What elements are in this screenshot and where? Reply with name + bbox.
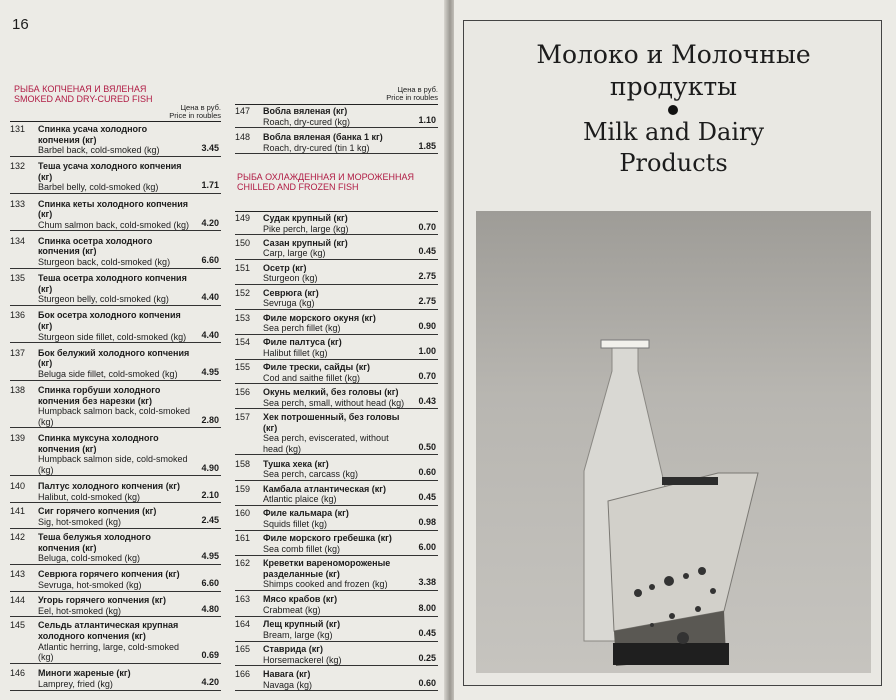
entry-text bbox=[263, 313, 438, 334]
entry-name-en: Sea comb fillet (kg) bbox=[263, 543, 341, 554]
entry-price: 4.90 bbox=[201, 462, 219, 473]
entry-name-ru: Мясо крабов (кг) bbox=[263, 594, 338, 605]
chapter-title-ru bbox=[464, 39, 882, 103]
entry-name-ru: Вобла вяленая (банка 1 кг) bbox=[263, 132, 383, 142]
entry-name-ru: Палтус холодного копчения (кг) bbox=[38, 480, 180, 491]
entry-number: 152 bbox=[235, 287, 251, 298]
table-rule bbox=[10, 121, 221, 122]
price-entry bbox=[235, 313, 438, 335]
page-number: 16 bbox=[12, 16, 29, 33]
entry-price: 4.95 bbox=[201, 551, 219, 562]
price-entry bbox=[235, 558, 438, 591]
price-entry bbox=[235, 263, 438, 285]
entry-price: 6.00 bbox=[418, 541, 436, 552]
entry-number: 162 bbox=[235, 558, 251, 569]
chapter-title-ru-line1: Молоко и Молочные bbox=[536, 40, 811, 69]
price-header bbox=[169, 104, 221, 120]
entry-text bbox=[263, 263, 438, 284]
entry-name-ru: Хек потрошенный, без головы (кг) bbox=[263, 412, 400, 433]
entry-text bbox=[38, 161, 221, 193]
price-entry bbox=[10, 385, 221, 428]
entry-number: 137 bbox=[10, 347, 26, 358]
entry-number: 131 bbox=[10, 124, 26, 134]
entry-name-ru: Севрюга (кг) bbox=[263, 287, 319, 298]
entry-number: 133 bbox=[10, 198, 26, 209]
entry-number: 149 bbox=[235, 213, 251, 223]
entry-price: 4.20 bbox=[201, 217, 219, 228]
entry-name-en: Humpback salmon side, cold-smoked (kg) bbox=[38, 454, 188, 475]
entry-name-ru: Сельдь атлантическая крупная холодного копчения (кг) bbox=[38, 620, 179, 642]
chapter-title-en bbox=[464, 117, 882, 179]
price-entry bbox=[10, 620, 221, 663]
entry-name-ru: Тушка хека (кг) bbox=[263, 458, 329, 469]
price-entry bbox=[10, 532, 221, 565]
price-entry bbox=[235, 288, 438, 310]
entry-name-ru: Навага (кг) bbox=[263, 669, 311, 680]
entry-price: 0.70 bbox=[418, 370, 436, 381]
entry-name-en: Eel, hot-smoked (kg) bbox=[38, 605, 122, 616]
section-title-ru: РЫБА КОПЧЕНАЯ И ВЯЛЕНАЯ bbox=[14, 84, 147, 94]
entry-text bbox=[38, 124, 221, 156]
entry-number: 142 bbox=[10, 532, 26, 543]
entry-name-en: Halibut, cold-smoked (kg) bbox=[38, 491, 141, 502]
entry-price: 0.50 bbox=[418, 441, 436, 452]
entry-name-ru: Филе палтуса (кг) bbox=[263, 337, 342, 348]
entry-price: 0.60 bbox=[418, 677, 436, 688]
entry-number: 141 bbox=[10, 506, 26, 517]
entry-price: 2.45 bbox=[201, 515, 219, 526]
price-entry bbox=[235, 213, 438, 235]
entry-name-ru: Теша усача холодного копчения (кг) bbox=[38, 161, 182, 182]
entry-name-en: Carp, large (kg) bbox=[263, 248, 326, 259]
entry-price: 4.20 bbox=[201, 677, 219, 688]
price-header-ru: Цена в руб. bbox=[397, 85, 438, 94]
entry-text bbox=[263, 459, 438, 480]
entry-name-en: Roach, dry-cured (tin 1 kg) bbox=[263, 142, 370, 153]
entry-number: 136 bbox=[10, 310, 26, 321]
entry-text bbox=[38, 595, 221, 616]
entry-name-en: Atlantic herring, large, cold-smoked (kg) bbox=[38, 641, 180, 663]
chapter-title-ru-line2: продукты bbox=[609, 72, 738, 101]
entry-name-en: Barbel back, cold-smoked (kg) bbox=[38, 145, 160, 156]
entry-name-ru: Филе морского гребешка (кг) bbox=[263, 533, 392, 544]
entry-price: 0.43 bbox=[418, 395, 436, 406]
entry-price: 0.45 bbox=[418, 492, 436, 503]
entry-price: 1.71 bbox=[201, 180, 219, 191]
entry-price: 2.10 bbox=[201, 489, 219, 500]
entry-name-ru: Спинка муксуна холодного копчения (кг) bbox=[38, 432, 159, 454]
entry-name-en: Roach, dry-cured (kg) bbox=[263, 116, 351, 127]
entry-name-en: Sea perch, small, without head (kg) bbox=[263, 397, 405, 408]
price-entry bbox=[10, 668, 221, 690]
price-entry bbox=[10, 310, 221, 343]
chapter-plate bbox=[463, 20, 882, 686]
entry-number: 135 bbox=[10, 273, 26, 284]
dairy-photo bbox=[476, 211, 871, 673]
entry-name-en: Crabmeat (kg) bbox=[263, 605, 321, 616]
entry-text bbox=[38, 236, 221, 268]
entry-text bbox=[38, 668, 221, 689]
entry-text bbox=[38, 532, 221, 564]
entry-text bbox=[263, 619, 438, 640]
entry-price: 0.98 bbox=[418, 517, 436, 528]
entry-name-ru: Вобла вяленая (кг) bbox=[263, 106, 348, 116]
price-entry bbox=[235, 459, 438, 481]
entry-price: 4.95 bbox=[201, 366, 219, 377]
entry-number: 139 bbox=[10, 432, 26, 443]
entry-name-ru: Филе морского окуня (кг) bbox=[263, 312, 376, 323]
entry-name-en: Halibut fillet (kg) bbox=[263, 347, 328, 358]
entry-price: 0.60 bbox=[418, 467, 436, 478]
entry-name-ru: Ставрида (кг) bbox=[263, 644, 323, 655]
price-entry bbox=[235, 412, 438, 455]
entry-name-ru: Бок белужий холодного копчения (кг) bbox=[38, 347, 190, 369]
price-entry bbox=[235, 484, 438, 506]
entry-number: 140 bbox=[10, 480, 26, 491]
price-header-en: Price in roubles bbox=[386, 93, 438, 102]
price-entry bbox=[235, 508, 438, 530]
entry-name-ru: Филе кальмара (кг) bbox=[263, 508, 349, 519]
entry-name-ru: Окунь мелкий, без головы (кг) bbox=[263, 387, 399, 398]
price-header-ru: Цена в руб. bbox=[180, 103, 221, 112]
entry-name-en: Sevruga (kg) bbox=[263, 298, 315, 309]
entry-name-ru: Спинка горбуши холодного копчения без нарезки (кг) bbox=[38, 385, 161, 406]
price-entry bbox=[235, 594, 438, 616]
entry-text bbox=[263, 132, 438, 153]
entry-name-en: Bream, large (kg) bbox=[263, 629, 333, 640]
entry-price: 0.70 bbox=[418, 221, 436, 232]
entry-price: 1.85 bbox=[418, 140, 436, 151]
entry-text bbox=[38, 273, 221, 305]
entry-price: 2.75 bbox=[418, 296, 436, 307]
entry-price: 0.25 bbox=[418, 652, 436, 663]
chapter-title-en-line2: Products bbox=[619, 149, 728, 177]
entry-name-en: Squids fillet (kg) bbox=[263, 519, 328, 530]
entry-number: 159 bbox=[235, 483, 251, 494]
entry-name-en: Pike perch, large (kg) bbox=[263, 223, 349, 234]
entry-name-en: Barbel belly, cold-smoked (kg) bbox=[38, 182, 159, 193]
entry-text bbox=[263, 106, 438, 127]
entry-number: 156 bbox=[235, 387, 251, 398]
entry-name-en: Lamprey, fried (kg) bbox=[38, 679, 113, 690]
entry-name-ru: Бок осетра холодного копчения (кг) bbox=[38, 310, 181, 332]
entry-number: 161 bbox=[235, 533, 251, 544]
entry-number: 147 bbox=[235, 106, 251, 116]
entry-text bbox=[38, 481, 221, 502]
entry-name-ru: Спинка усача холодного копчения (кг) bbox=[38, 124, 148, 145]
price-entry bbox=[235, 387, 438, 409]
entry-text bbox=[263, 288, 438, 309]
price-entry bbox=[10, 569, 221, 591]
entry-name-ru: Миноги жареные (кг) bbox=[38, 668, 131, 679]
price-entry bbox=[235, 132, 438, 154]
entry-name-en: Chum salmon back, cold-smoked (kg) bbox=[38, 219, 190, 230]
price-entry bbox=[10, 161, 221, 194]
price-entry bbox=[10, 236, 221, 269]
price-entry bbox=[235, 669, 438, 691]
entry-name-ru: Сиг горячего копчения (кг) bbox=[38, 506, 157, 517]
entry-number: 138 bbox=[10, 385, 26, 396]
entry-price: 4.40 bbox=[201, 329, 219, 340]
entry-name-ru: Судак крупный (кг) bbox=[263, 213, 348, 223]
entry-name-ru: Осетр (кг) bbox=[263, 262, 307, 273]
entry-name-ru: Креветки вареномороженые разделанные (кг) bbox=[263, 558, 391, 579]
entry-text bbox=[38, 199, 221, 231]
entry-price: 2.75 bbox=[418, 271, 436, 282]
entry-text bbox=[38, 310, 221, 342]
entry-text bbox=[38, 569, 221, 590]
section-title-smoked bbox=[14, 84, 214, 104]
entry-name-en: Sea perch, eviscerated, without head (kg) bbox=[263, 433, 389, 454]
entry-price: 0.45 bbox=[418, 627, 436, 638]
entry-text bbox=[263, 484, 438, 505]
entry-text bbox=[263, 508, 438, 529]
entry-price: 6.60 bbox=[201, 255, 219, 266]
entry-name-en: Sea perch, carcass (kg) bbox=[263, 469, 359, 480]
entry-name-en: Atlantic plaice (kg) bbox=[263, 494, 337, 505]
entry-name-ru: Севрюга горячего копчения (кг) bbox=[38, 569, 180, 580]
section-title-ru-text: РЫБА ОХЛАЖДЕННАЯ И МОРОЖЕННАЯ bbox=[237, 172, 414, 182]
price-entry bbox=[10, 481, 221, 503]
price-entry bbox=[10, 124, 221, 157]
entry-name-ru: Угорь горячего копчения (кг) bbox=[38, 594, 167, 605]
entry-price: 0.45 bbox=[418, 246, 436, 257]
entry-text bbox=[38, 433, 221, 475]
section-title-en: CHILLED AND FROZEN FISH bbox=[237, 182, 359, 192]
entry-text bbox=[38, 385, 221, 427]
entry-price: 3.45 bbox=[201, 143, 219, 154]
entry-name-en: Cod and saithe fillet (kg) bbox=[263, 372, 361, 383]
entry-text bbox=[263, 387, 438, 408]
entry-name-ru: Спинка кеты холодного копчения (кг) bbox=[38, 198, 188, 220]
entry-number: 153 bbox=[235, 312, 251, 323]
section-title-en: SMOKED AND DRY-CURED FISH bbox=[14, 94, 153, 104]
price-entry bbox=[235, 619, 438, 641]
price-entry bbox=[10, 273, 221, 306]
table-rule bbox=[235, 104, 438, 105]
entry-price: 3.38 bbox=[418, 577, 436, 588]
entry-number: 154 bbox=[235, 337, 251, 348]
entry-name-en: Sturgeon belly, cold-smoked (kg) bbox=[38, 294, 169, 305]
entry-name-en: Sturgeon (kg) bbox=[263, 273, 318, 284]
entry-name-ru: Камбала атлантическая (кг) bbox=[263, 483, 386, 494]
entry-name-en: Beluga side fillet, cold-smoked (kg) bbox=[38, 368, 178, 379]
price-header-2 bbox=[386, 86, 438, 102]
entry-name-ru: Лещ крупный (кг) bbox=[263, 619, 341, 630]
price-entry bbox=[235, 362, 438, 384]
entry-price: 1.00 bbox=[418, 345, 436, 356]
bullet-dot-icon bbox=[668, 105, 678, 115]
price-entry bbox=[235, 106, 438, 128]
entry-number: 165 bbox=[235, 644, 251, 655]
entry-number: 143 bbox=[10, 569, 26, 580]
entry-number: 166 bbox=[235, 669, 251, 680]
entry-text bbox=[263, 337, 438, 358]
entry-text bbox=[38, 506, 221, 527]
entry-price: 1.10 bbox=[418, 114, 436, 125]
entry-number: 160 bbox=[235, 508, 251, 519]
entry-number: 163 bbox=[235, 594, 251, 605]
entry-name-en: Sig, hot-smoked (kg) bbox=[38, 517, 122, 528]
entry-text bbox=[263, 213, 438, 234]
entry-text bbox=[38, 620, 221, 662]
entry-text bbox=[263, 362, 438, 383]
entry-text bbox=[263, 669, 438, 690]
entry-number: 151 bbox=[235, 262, 251, 273]
entry-number: 146 bbox=[10, 668, 26, 679]
entry-name-ru: Теша белужья холодного копчения (кг) bbox=[38, 532, 151, 553]
entry-text bbox=[263, 644, 438, 665]
entry-name-ru: Филе трески, сайды (кг) bbox=[263, 362, 370, 373]
price-entry bbox=[235, 337, 438, 359]
price-entry bbox=[10, 595, 221, 617]
section-title-chilled bbox=[237, 172, 437, 192]
price-entry bbox=[235, 533, 438, 555]
entry-name-en: Navaga (kg) bbox=[263, 679, 313, 690]
entry-text bbox=[263, 558, 438, 590]
entry-text bbox=[263, 533, 438, 554]
entry-name-en: Beluga, cold-smoked (kg) bbox=[38, 553, 141, 564]
entry-name-en: Sturgeon side fillet, cold-smoked (kg) bbox=[38, 331, 187, 342]
entry-name-ru: Спинка осетра холодного копчения (кг) bbox=[38, 235, 153, 257]
entry-price: 2.80 bbox=[201, 414, 219, 425]
entry-number: 155 bbox=[235, 362, 251, 373]
entry-name-en: Shimps cooked and frozen (kg) bbox=[263, 579, 388, 590]
entry-price: 8.00 bbox=[418, 603, 436, 614]
entry-name-ru: Сазан крупный (кг) bbox=[263, 237, 348, 248]
entry-text bbox=[263, 238, 438, 259]
price-entry bbox=[10, 506, 221, 528]
entry-text bbox=[38, 348, 221, 380]
milk-bottle-cheese-illustration bbox=[476, 211, 871, 673]
entry-name-en: Horsemackerel (kg) bbox=[263, 654, 342, 665]
entry-price: 6.60 bbox=[201, 577, 219, 588]
entry-price: 0.69 bbox=[201, 650, 219, 661]
entry-number: 158 bbox=[235, 458, 251, 469]
entry-number: 132 bbox=[10, 161, 26, 172]
price-header-en: Price in roubles bbox=[169, 111, 221, 120]
entry-price: 4.80 bbox=[201, 603, 219, 614]
entry-name-en: Sea perch fillet (kg) bbox=[263, 323, 341, 334]
entry-text bbox=[263, 594, 438, 615]
entry-price: 0.90 bbox=[418, 321, 436, 332]
entry-text bbox=[263, 412, 438, 454]
entry-number: 145 bbox=[10, 620, 26, 631]
price-entry bbox=[235, 238, 438, 260]
section-title-ru bbox=[237, 172, 437, 182]
entry-number: 164 bbox=[235, 619, 251, 630]
entry-name-ru: Теша осетра холодного копчения (кг) bbox=[38, 273, 187, 294]
entry-number: 150 bbox=[235, 237, 251, 248]
price-entry bbox=[10, 348, 221, 381]
entry-number: 148 bbox=[235, 132, 251, 142]
price-entry bbox=[235, 644, 438, 666]
price-entry bbox=[10, 199, 221, 232]
table-rule bbox=[235, 211, 438, 212]
price-entry bbox=[10, 433, 221, 476]
entry-number: 157 bbox=[235, 412, 251, 423]
entry-number: 144 bbox=[10, 594, 26, 605]
entry-name-en: Humpback salmon back, cold-smoked (kg) bbox=[38, 406, 191, 427]
entry-number: 134 bbox=[10, 235, 26, 246]
entry-name-en: Sevruga, hot-smoked (kg) bbox=[38, 579, 142, 590]
entry-price: 4.40 bbox=[201, 292, 219, 303]
left-page bbox=[0, 0, 446, 700]
chapter-title-en-line1: Milk and Dairy bbox=[582, 118, 765, 146]
entry-name-en: Sturgeon back, cold-smoked (kg) bbox=[38, 257, 171, 268]
